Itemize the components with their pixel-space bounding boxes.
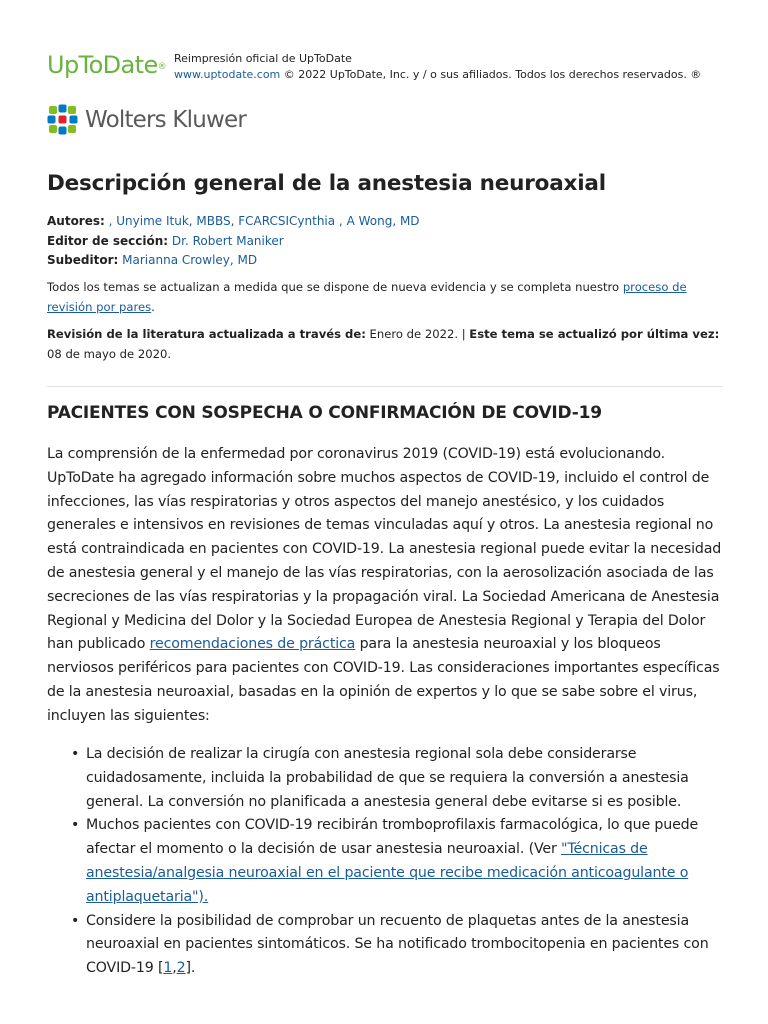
section-paragraph [47,443,727,729]
list-item-text: Muchos pacientes con COVID-19 recibirán tromboprofilaxis farmacológica, lo que puede afectar el momento o la decisión de usar anestesia neuroaxial. (Ver [86,817,699,858]
logo-registered-mark: ® [157,62,167,72]
page-header [47,50,727,90]
list-item-text: La decisión de realizar la cirugía con anestesia regional sola debe considerarse cuidadosamente, incluida la probabilidad de que se requiera la conversión a anestesia general. La conversión no planificada a anestesia general debe evitarse si es posible. [86,746,689,810]
updated-label: Este tema se actualizó por última vez: [469,327,720,341]
section-heading: PACIENTES CON SOSPECHA O CONFIRMACIÓN DE COVID-19 [47,403,602,423]
logo-text: UpToDate [47,51,158,79]
list-item [47,814,727,909]
deputy-editor-row [47,251,420,271]
authors-separator-2: , [335,214,347,228]
wolters-kluwer-mark-icon [47,104,78,135]
article-meta [47,212,420,271]
bullet-icon: • [71,746,80,762]
reprint-info [174,51,701,83]
publisher-name: Wolters Kluwer [85,107,247,133]
list-item-end: ]. [185,960,196,977]
section-editor-link[interactable]: Dr. Robert Maniker [171,233,284,248]
bullet-icon: • [71,817,80,834]
bullet-icon: • [71,912,80,929]
deputy-editor-label: Subeditor: [47,253,119,267]
section-editor-label: Editor de sección: [47,233,169,248]
reference-separator: , [172,960,177,977]
practice-recommendations-link[interactable]: recomendaciones de práctica [149,636,356,653]
considerations-list [47,743,727,981]
list-item [47,743,727,814]
review-value: Enero de 2022. | [365,327,470,341]
update-note [47,278,727,317]
section-divider [47,386,723,387]
author-link-1[interactable]: Unyime Ituk, MBBS, FCARCSICynthia [116,214,336,228]
update-note-end: . [151,299,155,314]
reference-link-2[interactable]: 2 [176,960,186,977]
author-link-2[interactable]: A Wong, MD [346,214,420,228]
deputy-editor-link[interactable]: Marianna Crowley, MD [122,253,258,267]
paragraph-text-1: La comprensión de la enfermedad por coronavirus 2019 (COVID-19) está evolucionando. UpToDate ha agregado información sobre muchos aspectos de COVID-19, incluido el control de infecciones, las vías respiratorias y otros aspectos del manejo anestésico, y los cuidados generales e intensivos en revisiones de temas vinculadas aquí y otros. La anestesia regional no está contraindicada en pacientes con COVID-19. La anestesia regional puede evitar la necesidad de anestesia general y el manejo de las vías respiratorias, con la aerosolización asociada de las secreciones de las vías respiratorias y la propagación viral. La Sociedad Americana de Anestesia Regional y Medicina del Dolor y la Sociedad Europea de Anestesia Regional y Terapia del Dolor han publicado [47,446,722,653]
uptodate-logo[interactable] [47,50,166,80]
section-editor-row [47,232,420,252]
list-item-text: Considere la posibilidad de comprobar un recuento de plaquetas antes de la anestesia neuroaxial en pacientes sintomáticos. Se ha notificado trombocitopenia en pacientes con COVID-19 [ [86,912,709,977]
authors-separator: , [104,214,117,228]
update-note-text: Todos los temas se actualizan a medida que se dispone de nueva evidencia y se completa nuestro [47,280,623,294]
authors-label: Autores: [47,214,105,228]
reference-link-1[interactable]: 1 [163,960,173,977]
neuraxial-anticoagulant-topic-link[interactable]: "Técnicas de anestesia/analgesia neuroaxial en el paciente que recibe medicación anticoagulante o antiplaquetaria"). [86,841,689,905]
review-dates [47,325,727,364]
uptodate-site-link[interactable]: www.uptodate.com [174,68,281,81]
paragraph-text-2: para la anestesia neuroaxial y los bloqueos nerviosos periféricos para pacientes con COVID-19. Las consideraciones importantes específicas de la anestesia neuroaxial, basadas en la opinión de expertos y lo que se sabe sobre el virus, incluyen las siguientes: [47,636,720,724]
updated-value: 08 de mayo de 2020. [47,346,172,361]
copyright-line [174,67,701,83]
review-label: Revisión de la literatura actualizada a través de: [47,327,366,341]
article-title: Descripción general de la anestesia neuroaxial [47,171,606,196]
copyright-text: © 2022 UpToDate, Inc. y / o sus afiliados. Todos los derechos reservados. ® [280,68,702,81]
list-item [47,910,727,981]
peer-review-link[interactable]: proceso de revisión por pares [47,280,687,314]
authors-row [47,212,420,232]
reprint-line: Reimpresión oficial de UpToDate [174,52,352,65]
